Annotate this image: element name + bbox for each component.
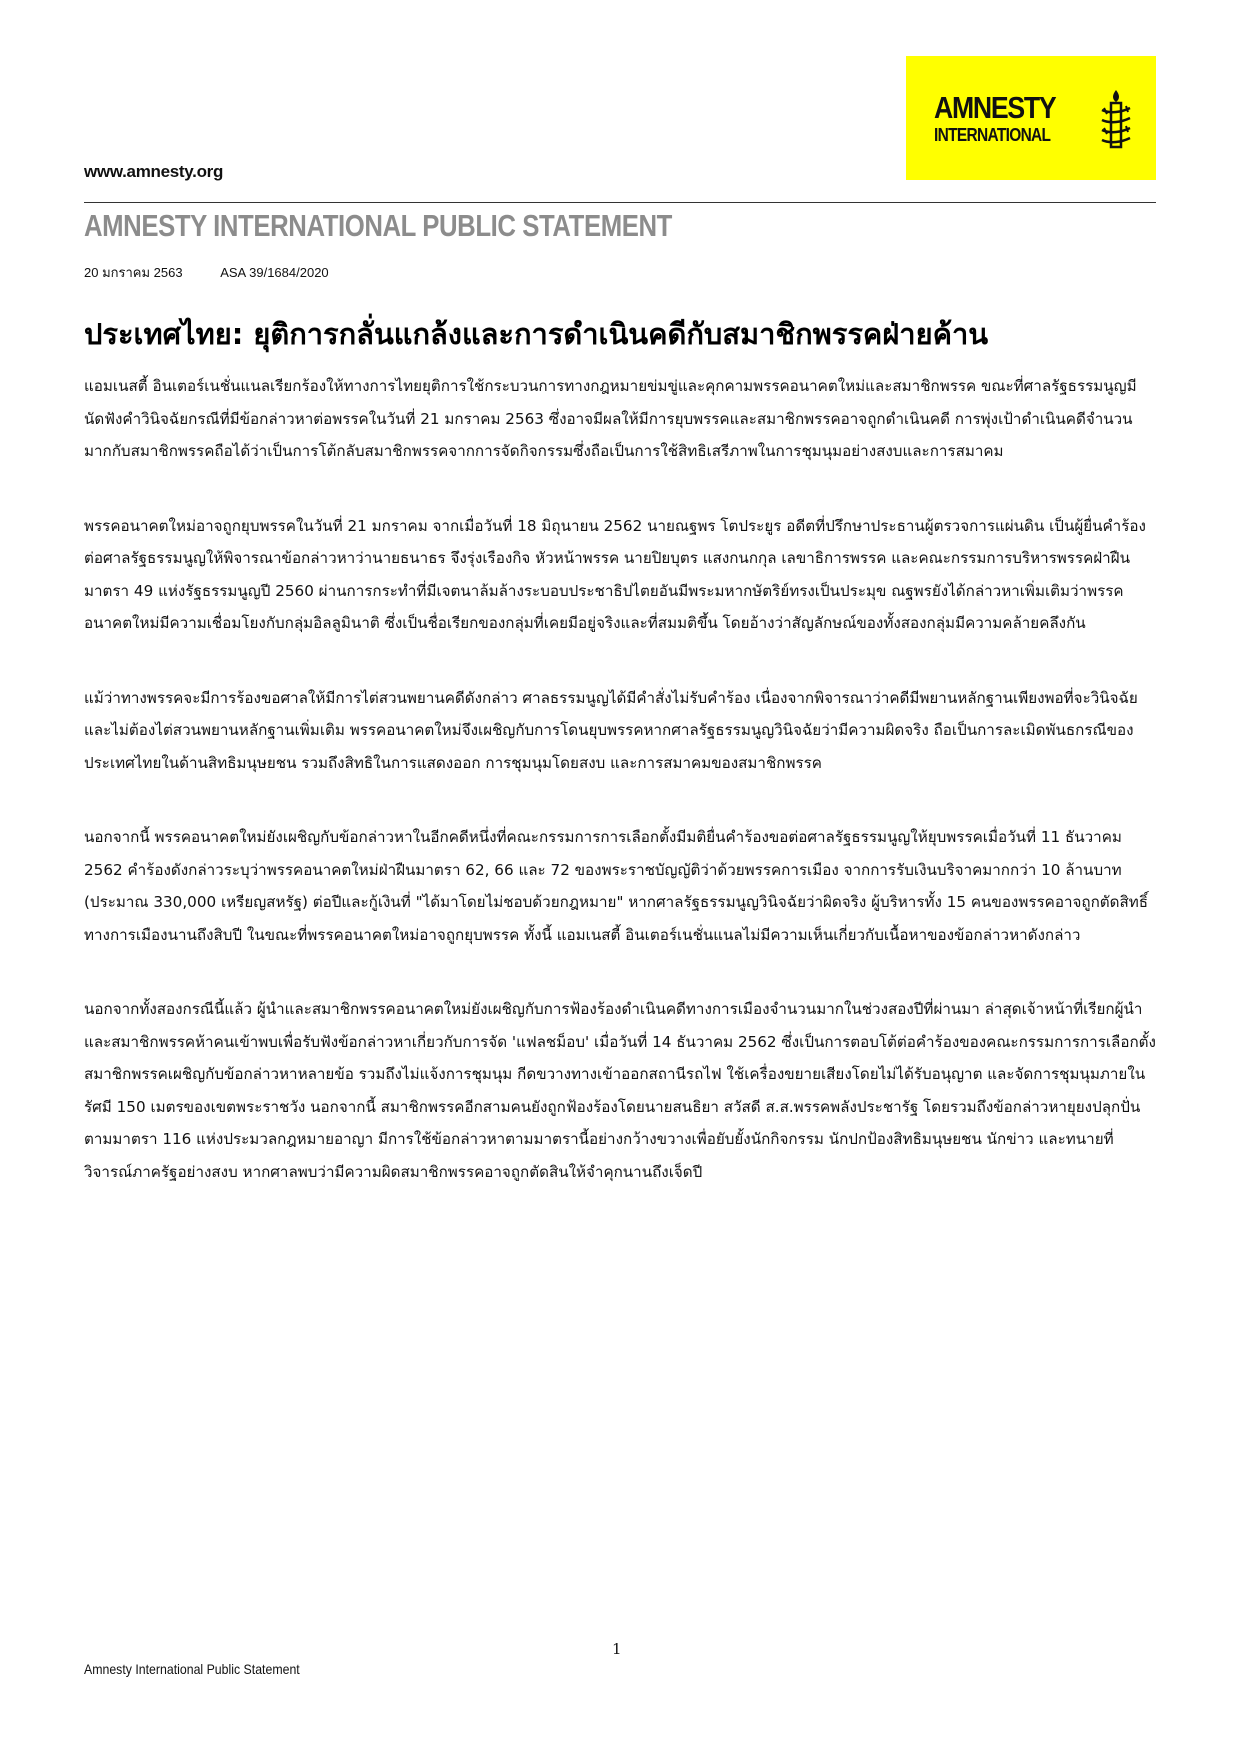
statement-date: 20 มกราคม 2563 [84, 265, 183, 280]
statement-meta [84, 262, 329, 283]
candle-barbed-wire-icon [1098, 86, 1134, 152]
statement-heading: AMNESTY INTERNATIONAL PUBLIC STATEMENT [84, 208, 672, 243]
amnesty-logo [906, 56, 1156, 180]
website-url: www.amnesty.org [84, 162, 224, 181]
paragraph: แอมเนสตี้ อินเตอร์เนชั่นแนลเรียกร้องให้ทางการไทยยุติการใช้กระบวนการทางกฎหมายข่มขู่และคุกคามพรรคอนาคตใหม่และสมาชิกพรรค ขณะที่ศาลรัฐธรรมนูญมีนัดฟังคำวินิจฉัยกรณีที่มีข้อกล่าวหาต่อพรรคในวันที่ 21 มกราคม 2563 ซึ่งอาจมีผลให้มีการยุบพรรคและสมาชิกพรรคอาจถูกดำเนินคดี การพุ่งเป้าดำเนินคดีจำนวนมากกับสมาชิกพรรคถือได้ว่าเป็นการโต้กลับสมาชิกพรรคจากการจัดกิจกรรมซึ่งถือเป็นการใช้สิทธิเสรีภาพในการชุมนุมอย่างสงบและการสมาคม [84, 377, 1137, 460]
paragraph: พรรคอนาคตใหม่อาจถูกยุบพรรคในวันที่ 21 มกราคม จากเมื่อวันที่ 18 มิถุนายน 2562 นายณฐพร โตประยูร อดีตที่ปรึกษาประธานผู้ตรวจการแผ่นดิน เป็นผู้ยื่นคำร้องต่อศาลรัฐธรรมนูญให้พิจารณาข้อกล่าวหาว่านายธนาธร จึงรุ่งเรืองกิจ หัวหน้าพรรค นายปิยบุตร แสงกนกกุล เลขาธิการพรรค และคณะกรรมการบริหารพรรคฝ่าฝืนมาตรา 49 แห่งรัฐธรรมนูญปี 2560 ผ่านการกระทำที่มีเจตนาล้มล้างระบอบประชาธิปไตยอันมีพระมหากษัตริย์ทรงเป็นประมุข ณฐพรยังได้กล่าวหาเพิ่มเติมว่าพรรคอนาคตใหม่มีความเชื่อมโยงกับกลุ่มอิลลูมินาติ ซึ่งเป็นชื่อเรียกของกลุ่มที่เคยมีอยู่จริงและที่สมมติขึ้น โดยอ้างว่าสัญลักษณ์ของทั้งสองกลุ่มมีความคล้ายคลึงกัน [84, 516, 1146, 632]
header-divider [84, 202, 1156, 203]
footer-label: Amnesty International Public Statement [84, 1661, 300, 1677]
paragraph: แม้ว่าทางพรรคจะมีการร้องขอศาลให้มีการไต่สวนพยานคดีดังกล่าว ศาลธรรมนูญได้มีคำสั่งไม่รับคำร้อง เนื่องจากพิจารณาว่าคดีมีพยานหลักฐานเพียงพอที่จะวินิจฉัยและไม่ต้องไต่สวนพยานหลักฐานเพิ่มเติม พรรคอนาคตใหม่จึงเผชิญกับการโดนยุบพรรคหากศาลรัฐธรรมนูญวินิจฉัยว่ามีความผิดจริง ถือเป็นการละเมิดพันธกรณีของประเทศไทยในด้านสิทธิมนุษยชน รวมถึงสิทธิในการแสดงออก การชุมนุมโดยสงบ และการสมาคมของสมาชิกพรรค [84, 688, 1138, 772]
logo-wordmark [934, 92, 1075, 144]
paragraph: นอกจากทั้งสองกรณีนี้แล้ว ผู้นำและสมาชิกพรรคอนาคตใหม่ยังเผชิญกับการฟ้องร้องดำเนินคดีทางการเมืองจำนวนมากในช่วงสองปีที่ผ่านมา ล่าสุดเจ้าหน้าที่เรียกผู้นำและสมาชิกพรรคห้าคนเข้าพบเพื่อรับฟังข้อกล่าวหาเกี่ยวกับการจัด 'แฟลชม็อบ' เมื่อวันที่ 14 ธันวาคม 2562 ซึ่งเป็นการตอบโต้ต่อคำร้องของคณะกรรมการการเลือกตั้ง สมาชิกพรรคเผชิญกับข้อกล่าวหาหลายข้อ รวมถึงไม่แจ้งการชุมนุม กีดขวางทางเข้าออกสถานีรถไฟ ใช้เครื่องขยายเสียงโดยไม่ได้รับอนุญาต และจัดการชุมนุมภายในรัศมี 150 เมตรของเขตพระราชวัง นอกจากนี้ สมาชิกพรรคอีกสามคนยังถูกฟ้องร้องโดยนายสนธิยา สวัสดี ส.ส.พรรคพลังประชารัฐ โดยรวมถึงข้อกล่าวหายุยงปลุกปั่นตามมาตรา 116 แห่งประมวลกฎหมายอาญา มีการใช้ข้อกล่าวหาตามมาตรานี้อย่างกว้างขวางเพื่อยับยั้งนักกิจกรรม นักปกป้องสิทธิมนุษยชน นักข่าว และทนายที่วิจารณ์ภาครัฐอย่างสงบ หากศาลพบว่ามีความผิดสมาชิกพรรคอาจถูกตัดสินให้จำคุกนานถึงเจ็ดปี [84, 1000, 1156, 1181]
logo-line-international: INTERNATIONAL [934, 125, 1051, 145]
statement-reference: ASA 39/1684/2020 [220, 265, 329, 280]
document-title: ประเทศไทย: ยุติการกลั่นแกล้งและการดำเนินคดีกับสมาชิกพรรคฝ่ายค้าน [84, 317, 989, 351]
logo-line-amnesty: AMNESTY [934, 90, 1056, 125]
body-text [84, 370, 1156, 1230]
paragraph: นอกจากนี้ พรรคอนาคตใหม่ยังเผชิญกับข้อกล่าวหาในอีกคดีหนึ่งที่คณะกรรมการการเลือกตั้งมีมติยื่นคำร้องขอต่อศาลรัฐธรรมนูญให้ยุบพรรคเมื่อวันที่ 11 ธันวาคม 2562 คำร้องดังกล่าวระบุว่าพรรคอนาคตใหม่ฝ่าฝืนมาตรา 62, 66 และ 72 ของพระราชบัญญัติว่าด้วยพรรคการเมือง จากการรับเงินบริจาคมากกว่า 10 ล้านบาท (ประมาณ 330,000 เหรียญสหรัฐ) ต่อปีและกู้เงินที่ "ได้มาโดยไม่ชอบด้วยกฎหมาย" หากศาลรัฐธรรมนูญวินิจฉัยว่าผิดจริง ผู้บริหารทั้ง 15 คนของพรรคอาจถูกตัดสิทธิ์ทางการเมืองนานถึงสิบปี ในขณะที่พรรคอนาคตใหม่อาจถูกยุบพรรค ทั้งนี้ แอมเนสตี้ อินเตอร์เนชั่นแนลไม่มีความเห็นเกี่ยวกับเนื้อหาของข้อกล่าวหาดังกล่าว [84, 828, 1149, 944]
page-number: 1 [612, 1640, 622, 1658]
